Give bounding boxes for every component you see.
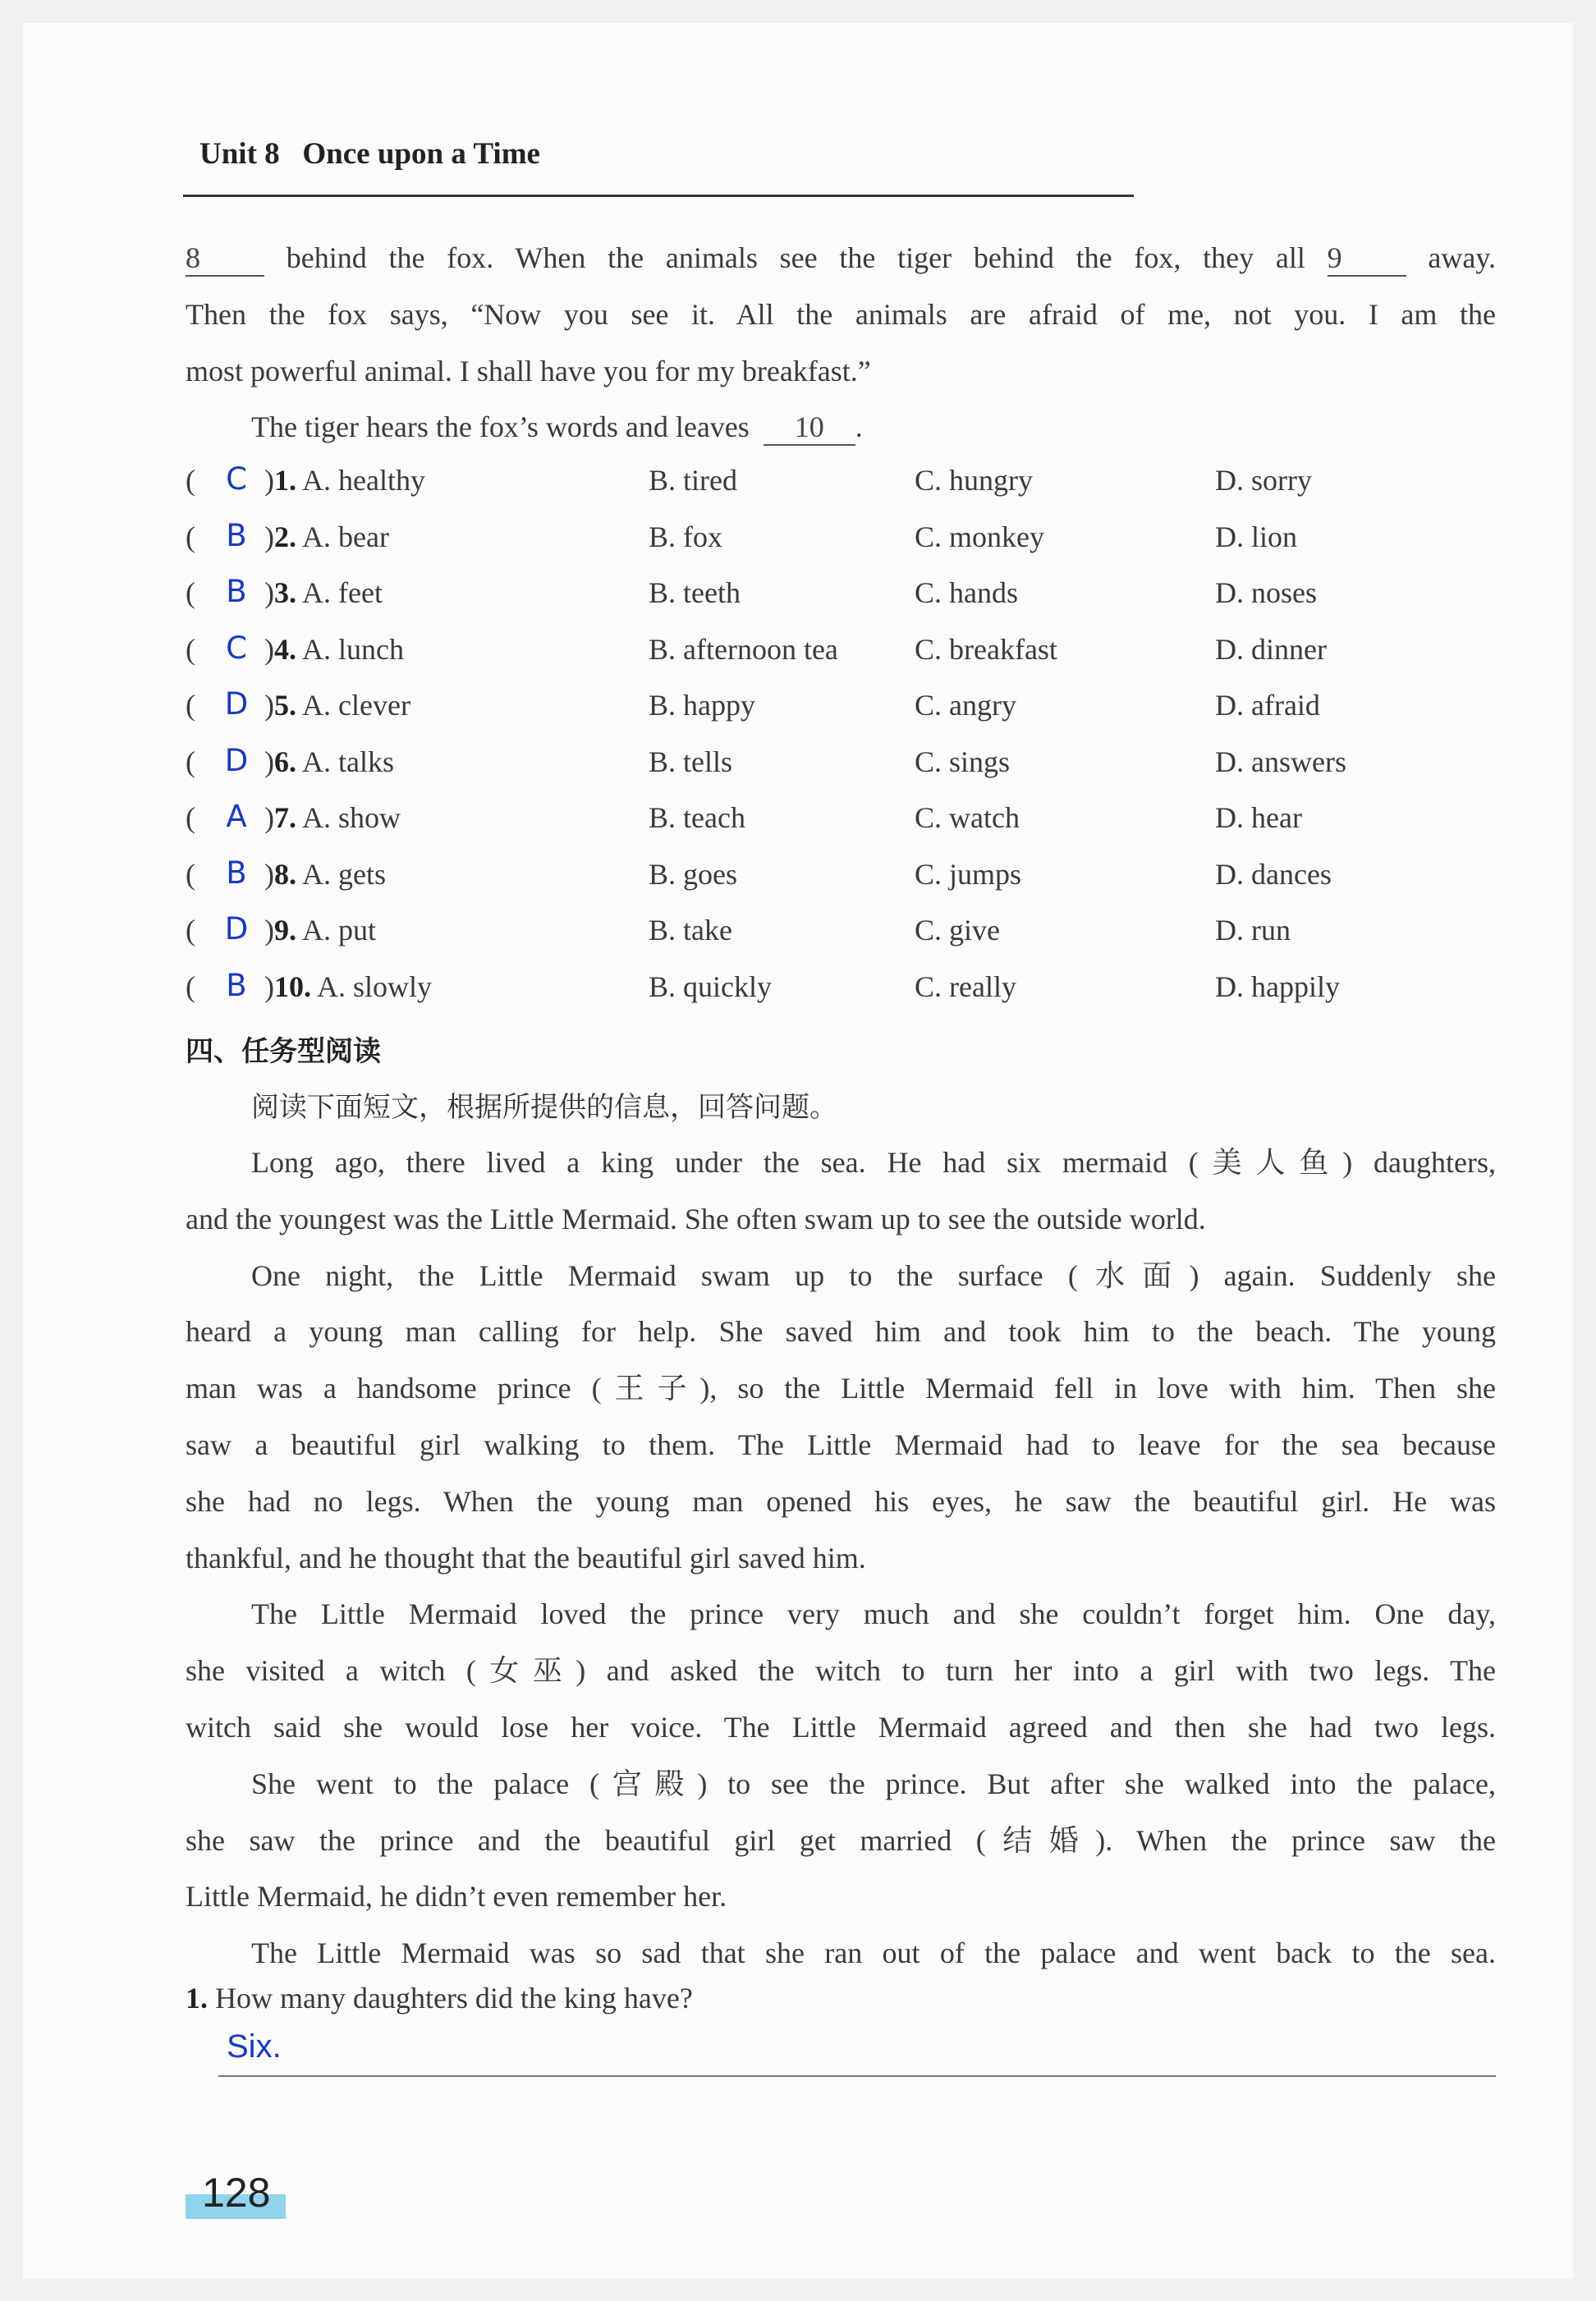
passage-line: and the youngest was the Little Mermaid. She often swam up to see the outside world. — [186, 1202, 1206, 1235]
option-d: D. sorry — [1215, 464, 1312, 497]
blank-9: 9 — [1328, 242, 1406, 277]
blank-10: 10 — [764, 411, 855, 446]
question-label: )4. A. lunch — [264, 632, 404, 666]
passage-line: The Little Mermaid was so sad that she ran out of the palace and went back to the sea. — [251, 1937, 1496, 1970]
option-d: D. dinner — [1215, 632, 1327, 666]
paren-open: ( — [186, 857, 195, 891]
question-label: )8. A. gets — [264, 857, 387, 891]
question-label: )1. A. healthy — [264, 464, 425, 497]
passage-line: One night, the Little Mermaid swam up to the surface (水面) again. Suddenly she — [251, 1258, 1496, 1292]
passage-text: . — [855, 410, 863, 444]
passage-text: away. — [1428, 241, 1497, 274]
option-c: C. watch — [915, 801, 1020, 834]
option-b: B. tells — [649, 745, 733, 778]
question-number: 1. — [186, 1982, 208, 2015]
option-c: C. really — [915, 969, 1016, 1003]
question-label: )3. A. feet — [264, 576, 383, 609]
question-item — [186, 800, 1499, 856]
option-b: B. teach — [649, 801, 745, 834]
passage-line: She went to the palace (宫殿) to see the prince. But after she walked into the palace, — [251, 1767, 1496, 1800]
paren-open: ( — [186, 801, 195, 834]
question-item — [186, 742, 1499, 800]
option-b: B. tired — [649, 464, 737, 497]
option-b: B. take — [649, 914, 732, 947]
passage-cloze — [186, 230, 1496, 456]
option-c: C. jumps — [915, 857, 1022, 891]
instruction: 阅读下面短文，根据所提供的信息，回答问题。 — [251, 1091, 837, 1124]
option-c: C. breakfast — [915, 632, 1057, 666]
passage-line: saw a beautiful girl walking to them. The Little Mermaid had to leave for the sea because — [186, 1428, 1496, 1461]
passage-line: Little Mermaid, he didn’t even remember her. — [186, 1880, 727, 1914]
blank-8: 8 — [186, 242, 264, 277]
passage-line: man was a handsome prince (王子), so the Little Mermaid fell in love with him. Then she — [186, 1372, 1496, 1405]
answer-mark: D — [224, 742, 249, 778]
answer-mark: B — [226, 574, 247, 609]
page-number: 128 — [202, 2170, 271, 2216]
page — [23, 23, 1573, 2279]
task-question — [186, 1981, 693, 2015]
option-c: C. sings — [915, 745, 1011, 778]
option-b: B. fox — [649, 520, 722, 553]
question-text: How many daughters did the king have? — [215, 1982, 693, 2015]
option-b: B. goes — [649, 857, 737, 891]
option-c: C. hands — [915, 576, 1018, 609]
question-item — [186, 969, 1499, 1025]
answer-mark: B — [226, 517, 247, 553]
paren-open: ( — [186, 689, 195, 722]
answer-mark: C — [226, 630, 247, 666]
passage-line: witch said she would lose her voice. The Little Mermaid agreed and then she had two legs. — [186, 1710, 1496, 1744]
passage-line: she saw the prince and the beautiful girl get married (结婚). When the prince saw the — [186, 1823, 1496, 1857]
option-b: B. happy — [649, 689, 755, 722]
question-item — [186, 913, 1499, 969]
passage-line: she visited a witch (女巫) and asked the witch to turn her into a girl with two legs. The — [186, 1654, 1496, 1688]
option-b: B. teeth — [649, 576, 741, 609]
paren-open: ( — [186, 914, 195, 947]
passage-line: Then the fox says, “Now you see it. All the animals are afraid of me, not you. I am the — [186, 297, 1496, 331]
passage-line: The Little Mermaid loved the prince very much and she couldn’t forget him. One day, — [251, 1597, 1496, 1631]
option-d: D. run — [1215, 914, 1291, 947]
paren-open: ( — [186, 632, 195, 666]
answer-line — [218, 2075, 1496, 2077]
option-d: D. afraid — [1215, 689, 1320, 722]
passage-line: heard a young man calling for help. She saved him and took him to the beach. The young — [186, 1315, 1496, 1349]
question-label: )9. A. put — [264, 914, 377, 947]
handwritten-answer: Six. — [227, 2028, 282, 2065]
option-d: D. dances — [1215, 857, 1332, 891]
answer-mark: A — [226, 799, 247, 834]
question-label: )7. A. show — [264, 801, 401, 834]
question-label: )10. A. slowly — [264, 969, 433, 1003]
paren-open: ( — [186, 576, 195, 609]
answer-mark: B — [226, 855, 247, 891]
paren-open: ( — [186, 745, 195, 778]
passage-text: The tiger hears the fox’s words and leaves — [251, 410, 750, 444]
question-item — [186, 575, 1499, 631]
unit-title: Unit 8 Once upon a Time — [200, 137, 540, 171]
option-d: D. answers — [1215, 745, 1346, 778]
question-label: )5. A. clever — [264, 689, 410, 722]
passage-line: she had no legs. When the young man opened his eyes, he saw the beautiful girl. He was — [186, 1484, 1496, 1518]
answer-mark: C — [226, 461, 247, 497]
option-d: D. happily — [1215, 969, 1340, 1003]
question-item — [186, 688, 1499, 744]
paren-open: ( — [186, 969, 195, 1003]
option-d: D. lion — [1215, 520, 1298, 553]
passage-line: thankful, and he thought that the beautiful girl saved him. — [186, 1541, 866, 1574]
paren-open: ( — [186, 520, 195, 553]
option-c: C. give — [915, 914, 1000, 947]
passage-text: behind the fox. When the animals see the tiger behind the fox, they all — [286, 241, 1305, 274]
answer-mark: B — [226, 967, 247, 1003]
passage-line: most powerful animal. I shall have you for my breakfast.” — [186, 354, 871, 387]
header-rule — [183, 195, 1134, 197]
option-d: D. hear — [1215, 801, 1302, 834]
option-c: C. monkey — [915, 520, 1044, 553]
answer-mark: D — [224, 911, 249, 947]
question-item — [186, 517, 1499, 575]
question-label: )6. A. talks — [264, 745, 395, 778]
passage-line — [186, 399, 1496, 456]
passage-line: Long ago, there lived a king under the sea. He had six mermaid (美人鱼) daughters, — [251, 1146, 1496, 1179]
paren-open: ( — [186, 464, 195, 497]
question-item — [186, 857, 1499, 913]
option-c: C. angry — [915, 689, 1016, 722]
reading-passage — [186, 1134, 1496, 1982]
option-b: B. afternoon tea — [649, 632, 838, 666]
answer-mark: D — [224, 686, 249, 722]
question-label: )2. A. bear — [264, 520, 389, 553]
passage-line — [186, 230, 1496, 286]
option-c: C. hungry — [915, 464, 1033, 497]
option-d: D. noses — [1215, 576, 1317, 609]
question-item — [186, 632, 1499, 688]
section-heading: 四、任务型阅读 — [186, 1035, 381, 1068]
question-item — [186, 463, 1499, 519]
option-b: B. quickly — [649, 969, 772, 1003]
